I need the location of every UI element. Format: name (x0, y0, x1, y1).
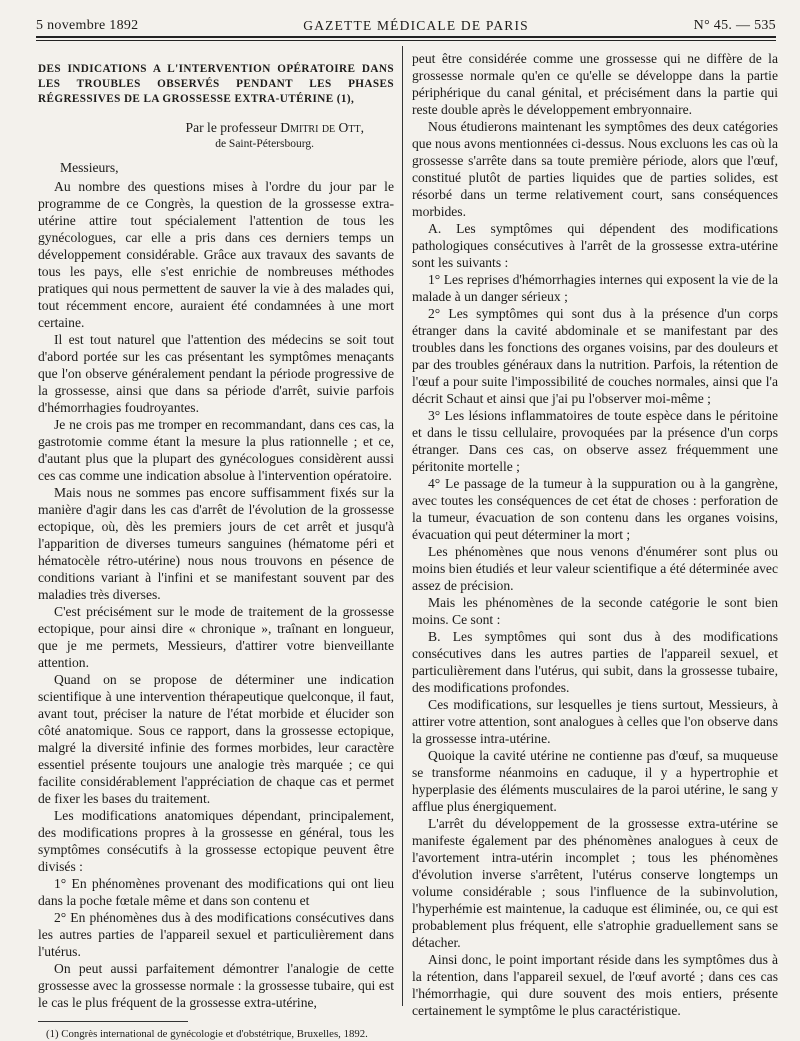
header-date: 5 novembre 1892 (36, 18, 139, 33)
paragraph: Ainsi donc, le point important réside dans les symptômes dus à la rétention, dans l'appareil sexuel, de l'œuf avorté ; dans ces cas l'hémorrhagie, qui dure souvent des mois entiers, présente certainement le symptôme le plus caractéristique. (412, 952, 778, 1018)
paragraph: Les phénomènes que nous venons d'énumérer sont plus ou moins bien étudiés et leur valeur scientifique a été déterminée avec assez de précision. (412, 544, 778, 593)
author-affiliation: de Saint-Pétersbourg. (215, 138, 314, 150)
column-divider (402, 46, 403, 1006)
author-name: Dmitri de Ott, (280, 120, 364, 135)
paragraph: 1° En phénomènes provenant des modifications qui ont lieu dans la poche fœtale même et dans son contenu et (38, 876, 394, 908)
paragraph: Les modifications anatomiques dépendant, principalement, des modifications propres à la grossesse en général, tous les symptômes consécutifs à la grossesse ectopique peuvent être divisés : (38, 808, 394, 874)
paragraph: Nous étudierons maintenant les symptômes des deux catégories que nous avons mentionnées ci-dessus. Nous excluons les cas où la grossesse s'arrête dans sa toute première période, alors que l'œuf, constitué plutôt de parties liquides que de parties solides, est résorbé dans un terme relativement court, sans conséquences morbides. (412, 119, 778, 219)
paragraph: Au nombre des questions mises à l'ordre du jour par le programme de ce Congrès, la question de la grossesse extra-utérine attire tout spécialement l'attention de tous les gynécologues, car elle a pris dans ces derniers temps un développement considérable. Grâce aux travaux des savants de tous les pays, elle s'est enrichie de nombreuses méthodes pratiques qui nous permettent de sauver la vie à des malades qui, tout récemment encore, auraient été condamnées à une mort certaine. (38, 179, 394, 330)
paragraph: B. Les symptômes qui sont dus à des modifications consécutives dans les autres parties de l'appareil sexuel, et particulièrement dans l'utérus, qui subit, dans la grossesse tubaire, des modifications profondes. (412, 629, 778, 695)
paragraph: C'est précisément sur le mode de traitement de la grossesse ectopique, pour ainsi dire « chronique », traînant en longueur, que je me permets, Messieurs, d'attirer votre bienveillante attention. (38, 604, 394, 670)
header-rule-thick (36, 36, 776, 38)
paragraph: 4° Le passage de la tumeur à la suppuration ou à la gangrène, avec toutes les conséquences de cet état de choses : perforation de la tumeur, évacuation de son contenu dans les organes voisins, évacuation qui peut déterminer la mort ; (412, 476, 778, 542)
header-rule-thin (36, 40, 776, 41)
paragraph: Quand on se propose de déterminer une indication scientifique à une intervention thérapeutique quelconque, il faut, avant tout, préciser la nature de l'état morbide et élucider son côté anatomique. Sous ce rapport, dans la grossesse ectopique, malgré la diversité infinie des formes morbides, leur caractère essentiel présente toujours une analogie très marquée ; ce qui facilite considérablement l'appréciation de chaque cas et permet de fixer les bases du traitement. (38, 672, 394, 806)
salutation: Messieurs, (60, 160, 119, 175)
paragraph: On peut aussi parfaitement démontrer l'analogie de cette grossesse avec la grossesse normale : la grossesse tubaire, qui est le cas le plus fréquent de la grossesse extra-utérine, (38, 961, 394, 1010)
right-column (412, 50, 778, 1019)
paragraph-continued: peut être considérée comme une grossesse qui ne diffère de la grossesse normale qu'en ce qu'elle se développe dans la partie périphérique du canal génital, et précisément dans la partie qui reste double après le développement embryonnaire. (412, 51, 778, 117)
article-author (38, 119, 394, 136)
paragraph: 1° Les reprises d'hémorrhagies internes qui exposent la vie de la malade à un danger sérieux ; (412, 272, 778, 304)
footnote: (1) Congrès international de gynécologie et d'obstétrique, Bruxelles, 1892. (46, 1028, 368, 1040)
paragraph: 2° Les symptômes qui sont dus à la présence d'un corps étranger dans la cavité abdominale et se manifestant par des troubles dans les fonctions des organes voisins, par des douleurs et par des troubles généraux dans la nutrition. Parfois, la rétention de l'œuf a pour suite l'impossibilité de couches normales, ainsi que l'a décrit Schaut et ainsi que j'ai pu l'observer moi-même ; (412, 306, 778, 406)
paragraph: A. Les symptômes qui dépendent des modifications pathologiques consécutives à l'arrêt de la grossesse extra-utérine sont les suivants : (412, 221, 778, 270)
issue-page-number: N° 45. — 535 (693, 18, 776, 33)
paragraph: Quoique la cavité utérine ne contienne pas d'œuf, sa muqueuse se transforme néanmoins en caduque, il y a hypertrophie et hyperplasie des éléments musculaires de la paroi utérine, le sang y afflue plus énergiquement. (412, 748, 778, 814)
paragraph: Il est tout naturel que l'attention des médecins se soit tout d'abord portée sur les cas présentant les symptômes menaçants que l'on observe généralement pendant la période progressive de la grossesse, ainsi que dans sa période d'arrêt, suivie parfois d'hémorrhagies foudroyantes. (38, 332, 394, 415)
paragraph: Mais les phénomènes de la seconde catégorie le sont bien moins. Ce sont : (412, 595, 778, 627)
paragraph: Je ne crois pas me tromper en recommandant, dans ces cas, la gastrotomie comme étant la mesure la plus rationnelle ; et ce, d'autant plus que la plupart des gynécologues considèrent aussi ces cas comme une indication absolue à l'intervention opératoire. (38, 417, 394, 483)
author-prefix: Par le professeur (185, 120, 281, 135)
paragraph: 2° En phénomènes dus à des modifications consécutives dans les autres parties de l'appareil sexuel et particulièrement dans l'utérus. (38, 910, 394, 959)
paragraph: Ces modifications, sur lesquelles je tiens surtout, Messieurs, à attirer votre attention, sont analogues à celles que l'on observe dans la grossesse intra-utérine. (412, 697, 778, 746)
paragraph: L'arrêt du développement de la grossesse extra-utérine se manifeste également par des phénomènes analogues à ceux de l'avortement intra-utérin incomplet ; tous les phénomènes d'évolution inverse s'arrêtent, l'utérus conserve longtemps un volume considérable ; sous l'influence de la subinvolution, l'hyperhémie est maintenue, la caduque est éliminée, ou, ce qui est probablement plus fréquent, elle s'atrophie graduellement sans se détacher. (412, 816, 778, 950)
paragraph: 3° Les lésions inflammatoires de toute espèce dans le péritoine et dans le tissu cellulaire, provoquées par la présence d'un corps étranger. Dans ces cas, on observe assez fréquemment une péritonite mortelle ; (412, 408, 778, 474)
paragraph: Mais nous ne sommes pas encore suffisamment fixés sur la manière d'agir dans les cas d'arrêt de l'évolution de la grossesse ectopique, où, dès les premiers jours de cet arrêt et jusqu'à l'apparition de diverses tumeurs sanguines (hématome péri et hématocèle rétro-utérine) nous nous trouvons en pésence de conditions variant à l'infini et se manifestant souvent par des maladies très diverses. (38, 485, 394, 602)
journal-name: GAZETTE MÉDICALE DE PARIS (303, 18, 529, 33)
page-header (36, 12, 776, 34)
left-column (38, 52, 394, 1041)
article-title: DES INDICATIONS A L'INTERVENTION OPÉRATOIRE DANS LES TROUBLES OBSERVÉS PENDANT LES PHASES RÉGRESSIVES DE LA GROSSESSE EXTRA-UTÉRINE (1), (38, 63, 394, 105)
